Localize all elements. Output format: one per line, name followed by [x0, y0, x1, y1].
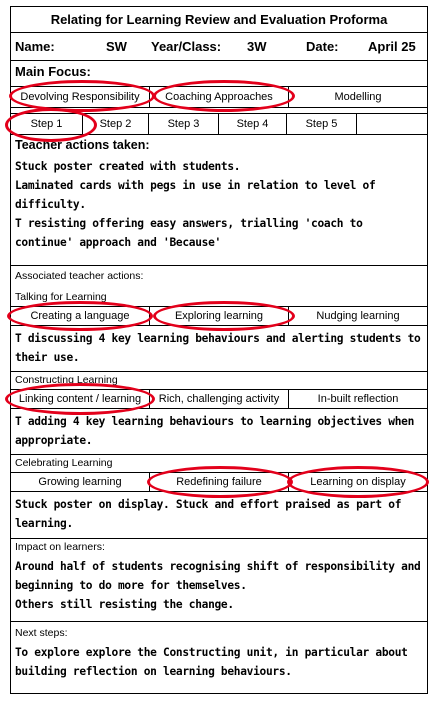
- approaches-row: [11, 86, 427, 108]
- next-steps-label: Next steps:: [15, 627, 68, 639]
- constructing-option-1: Linking content / learning: [11, 390, 150, 408]
- talking-option-2: Exploring learning: [150, 307, 289, 325]
- talking-option-1: Creating a language: [11, 307, 150, 325]
- impact-label: Impact on learners:: [15, 541, 105, 553]
- main-focus-label: Main Focus:: [15, 64, 91, 79]
- divider: [11, 538, 427, 539]
- step-blank: [357, 114, 427, 134]
- date-value: April 25: [368, 39, 416, 54]
- header-row: [11, 33, 427, 61]
- approach-devolving: Devolving Responsibility: [11, 87, 150, 107]
- approach-modelling: Modelling: [334, 91, 382, 103]
- talking-label: Talking for Learning: [15, 291, 107, 303]
- class-value: 3W: [247, 39, 267, 54]
- celebrating-option-2: Redefining failure: [150, 473, 289, 491]
- step-5: Step 5: [287, 114, 357, 134]
- name-label: Name:: [15, 39, 55, 54]
- talking-option-3: Nudging learning: [316, 310, 400, 322]
- next-steps-text: To explore explore the Constructing unit, in particular about building reflection on learning behaviours.: [15, 646, 415, 678]
- approach-coaching: Coaching Approaches: [150, 87, 289, 107]
- impact-text: Around half of students recognising shift of responsibility and beginning to do more for themselves. Others still resisting the change.: [15, 560, 421, 611]
- celebrating-label: Celebrating Learning: [15, 457, 113, 469]
- divider: [11, 371, 427, 372]
- step-3: Step 3: [149, 114, 219, 134]
- associated-label: Associated teacher actions:: [15, 270, 144, 282]
- teacher-actions-label: Teacher actions taken:: [15, 138, 150, 152]
- divider: [11, 454, 427, 455]
- divider: [11, 265, 427, 266]
- celebrating-text: Stuck poster on display. Stuck and effort praised as part of learning.: [15, 498, 408, 530]
- divider: [11, 621, 427, 622]
- constructing-label: Constructing Learning: [15, 374, 118, 386]
- form-title: Relating for Learning Review and Evaluation Proforma: [11, 7, 427, 33]
- date-label: Date:: [306, 39, 339, 54]
- talking-text: T discussing 4 key learning behaviours and alerting students to their use.: [15, 332, 427, 364]
- step-2: Step 2: [83, 114, 149, 134]
- talking-row: [11, 306, 427, 326]
- step-1: Step 1: [11, 114, 83, 134]
- constructing-row: [11, 389, 427, 409]
- celebrating-row: [11, 472, 427, 492]
- teacher-actions-text: Stuck poster created with students. Laminated cards with pegs in use in relation to level of difficulty. T resisting offering easy answers, trialling 'coach to continue' approach and 'Because': [15, 160, 376, 249]
- class-label: Year/Class:: [151, 39, 222, 54]
- name-value: SW: [106, 39, 127, 54]
- proforma: [10, 6, 428, 694]
- celebrating-option-1: Growing learning: [11, 473, 150, 491]
- celebrating-option-3: Learning on display: [310, 476, 406, 488]
- constructing-text: T adding 4 key learning behaviours to learning objectives when appropriate.: [15, 415, 421, 447]
- constructing-option-2: Rich, challenging activity: [150, 390, 289, 408]
- constructing-option-3: In-built reflection: [317, 393, 399, 405]
- steps-row: [11, 113, 427, 135]
- step-4: Step 4: [219, 114, 287, 134]
